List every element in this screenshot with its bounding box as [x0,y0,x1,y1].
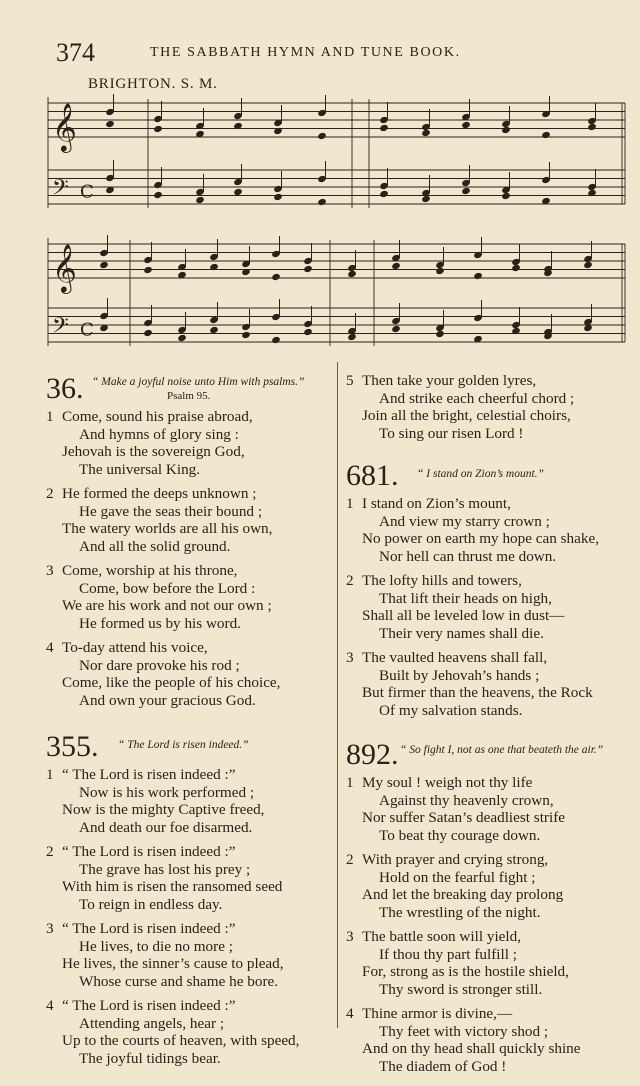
note-head [143,266,153,274]
note-head [271,336,281,344]
verse-line: The grave has lost his prey ; [79,860,251,878]
hymn-title: “ I stand on Zion’s mount.” [417,468,544,480]
verse-line: Thine armor is divine,— [362,1005,513,1022]
stanza-number: 4 [346,1005,354,1022]
note-head [143,329,153,337]
verse-line: Of my salvation stands. [379,701,523,719]
verse-line: Come, like the people of his choice, [62,674,281,691]
note-head [391,262,401,270]
stanza [42,920,334,990]
verse-line: Nor dare provoke his rod ; [79,656,240,674]
verse-line: The watery worlds are all his own, [62,520,273,537]
verse-line: Thy feet with victory shod ; [379,1022,549,1040]
note-head [379,124,389,132]
note-head [421,195,431,203]
bass-clef: 𝄢 [52,175,69,206]
bass-clef: 𝄢 [52,313,69,344]
running-head: THE SABBATH HYMN AND TUNE BOOK. [150,45,461,60]
hymn-title: “ The Lord is risen indeed.” [118,739,249,751]
stanza [342,928,624,998]
verse-line: Hold on the fearful fight ; [379,868,536,886]
hymn-reference: Psalm 95. [167,390,211,402]
note-head [391,325,401,333]
note-head [303,328,313,336]
stanza [342,1005,624,1075]
verse-line: Now is his work performed ; [79,783,255,801]
stanza-number: 2 [346,572,354,589]
verse-line: Built by Jehovah’s hands ; [379,666,540,684]
stanza [42,485,334,555]
stanza-number: 3 [346,649,354,666]
verse-line: We are his work and not our own ; [62,597,272,614]
verse-line: The lofty hills and towers, [362,572,522,589]
note-head [273,193,283,201]
stanza [42,562,334,632]
note-head [209,326,219,334]
stanza [342,372,624,442]
verse-line: The wrestling of the night. [379,903,541,921]
verse-line: With him is risen the ransomed seed [62,878,283,895]
verse-line: Whose curse and shame he bore. [79,972,279,990]
stanza-number: 3 [46,562,54,579]
verse-line: The battle soon will yield, [362,928,522,945]
stanza [42,639,334,709]
stanza [42,766,334,836]
verse-line: And hymns of glory sing : [79,425,239,443]
note-head [501,192,511,200]
verse-line: For, strong as is the hostile shield, [362,963,569,980]
treble-clef: 𝄞 [52,102,77,151]
note-head [153,125,163,133]
verse-line: Nor hell can thrust me down. [379,547,557,565]
page-number: 374 [56,38,95,67]
treble-clef: 𝄞 [52,243,77,292]
hymn-header [342,738,624,774]
verse-line: Come, worship at his throne, [62,562,238,579]
verse-line: The joyful tidings bear. [79,1049,221,1067]
stanza-number: 1 [346,495,354,512]
hymn-title: “ So fight I, not as one that beateth the air.” [400,744,604,756]
verse-line: Nor suffer Satan’s deadliest strife [362,809,566,826]
note-head [233,188,243,196]
verse-line: Come, bow before the Lord : [79,579,256,597]
verse-line: My soul ! weigh not thy life [362,774,533,791]
stanza [342,851,624,921]
verse-line: With prayer and crying strong, [362,851,549,868]
stanza [42,843,334,913]
stanza-number: 2 [346,851,354,868]
stanza-number: 2 [46,485,54,502]
verse-line: He lives, the sinner’s cause to plead, [62,955,284,972]
hymn-title: “ Make a joyful noise unto Him with psalms.” [92,376,305,388]
note-head [421,129,431,137]
note-head [271,273,281,281]
verse-line: He gave the seas their bound ; [79,502,263,520]
stanza-number: 1 [346,774,354,791]
note-head [461,187,471,195]
stanza-number: 3 [346,928,354,945]
right-column [342,372,624,1082]
verse-line: To reign in endless day. [79,895,223,913]
verse-line: Jehovah is the sovereign God, [62,443,245,460]
verse-line: The universal King. [79,460,201,478]
stanza [342,649,624,719]
column-divider [337,362,338,1028]
note-head [317,198,327,206]
verse-line: “ The Lord is risen indeed :” [62,766,236,783]
note-head [241,331,251,339]
verse-line: And on thy head shall quickly shine [362,1040,581,1057]
note-head [177,334,187,342]
verse-line: And all the solid ground. [79,537,231,555]
verse-line: The diadem of God ! [379,1057,507,1075]
verse-line: Come, sound his praise abroad, [62,408,253,425]
left-column [42,372,334,1074]
hymn-number: 681. [346,459,399,492]
stanza [42,997,334,1067]
stanza-number: 1 [46,766,54,783]
verse-line: “ The Lord is risen indeed :” [62,997,236,1014]
hymn-header [42,730,334,766]
hymn-header [42,372,334,408]
verse-line: To-day attend his voice, [62,639,208,656]
verse-line: He formed the deeps unknown ; [62,485,257,502]
hymn-number: 355. [46,730,99,763]
verse-line: And view my starry crown ; [379,512,550,530]
verse-line: To sing our risen Lord ! [379,424,524,442]
hymn-header [342,459,624,495]
stanza-number: 3 [46,920,54,937]
verse-line: Now is the mighty Captive freed, [62,801,265,818]
verse-line: “ The Lord is risen indeed :” [62,920,236,937]
verse-line: Up to the courts of heaven, with speed, [62,1032,300,1049]
stanza-number: 5 [346,372,354,389]
note-head [105,120,115,128]
stanza [342,774,624,844]
note-head [347,333,357,341]
note-head [583,261,593,269]
verse-line: No power on earth my hope can shake, [362,530,600,547]
verse-line: Join all the bright, celestial choirs, [362,407,571,424]
verse-line: Their very names shall die. [379,624,544,642]
note-head [435,267,445,275]
hymn-number: 36. [46,372,84,405]
note-head [461,121,471,129]
stanza [42,408,334,478]
stanza-number: 2 [46,843,54,860]
note-head [195,196,205,204]
hymn-number: 892. [346,738,399,771]
stanza-number: 4 [46,639,54,656]
music-score [0,0,640,360]
verse-line: But firmer than the heavens, the Rock [362,684,593,701]
note-head [379,190,389,198]
verse-line: I stand on Zion’s mount, [362,495,511,512]
verse-line: Shall all be leveled low in dust— [362,607,565,624]
verse-line: And death our foe disarmed. [79,818,253,836]
verse-line: Thy sword is stronger still. [379,980,543,998]
verse-line: To beat thy courage down. [379,826,541,844]
verse-line: Attending angels, hear ; [79,1014,225,1032]
stanza [342,495,624,565]
note-head [473,272,483,280]
note-head [435,330,445,338]
verse-line: Against thy heavenly crown, [379,791,554,809]
verse-line: And own your gracious God. [79,691,256,709]
note-head [99,261,109,269]
time-signature: C [80,319,94,341]
verse-line: Then take your golden lyres, [362,372,537,389]
stanza-number: 1 [46,408,54,425]
verse-line: “ The Lord is risen indeed :” [62,843,236,860]
note-head [541,131,551,139]
tune-name: BRIGHTON. S. M. [88,76,218,92]
verse-line: He formed us by his word. [79,614,241,632]
verse-line: That lift their heads on high, [379,589,552,607]
stanza-number: 4 [46,997,54,1014]
verse-line: He lives, to die no more ; [79,937,233,955]
verse-line: And strike each cheerful chord ; [379,389,575,407]
note-head [501,126,511,134]
verse-line: If thou thy part fulfill ; [379,945,517,963]
note-head [153,191,163,199]
note-head [317,132,327,140]
time-signature: C [80,181,94,203]
note-head [587,123,597,131]
note-head [511,264,521,272]
verse-line: And let the breaking day prolong [362,886,564,903]
note-head [347,270,357,278]
stanza [342,572,624,642]
verse-line: The vaulted heavens shall fall, [362,649,548,666]
note-head [303,265,313,273]
